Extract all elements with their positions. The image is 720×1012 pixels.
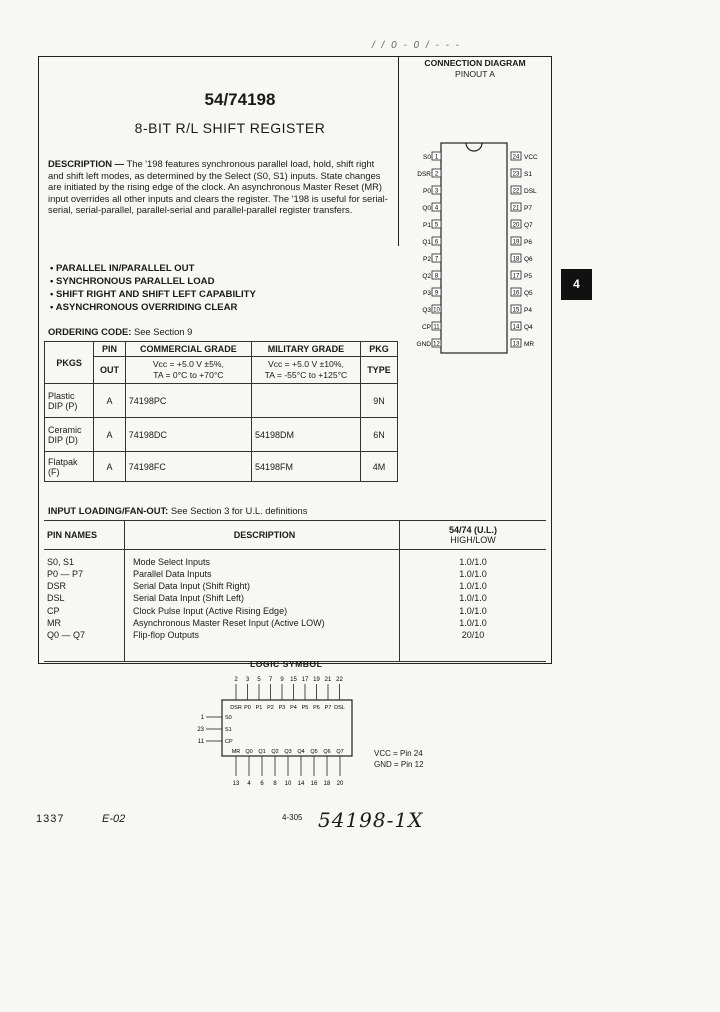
- col-pin-names: PIN NAMES: [44, 521, 125, 550]
- pin-number: 9: [434, 290, 439, 297]
- pin-number: 16: [512, 290, 520, 297]
- col-description: DESCRIPTION: [125, 521, 400, 550]
- pin-label: P1: [255, 705, 263, 711]
- pin-number: 13: [232, 781, 240, 787]
- pin-label: Q3: [422, 307, 431, 314]
- pin-number: 5: [257, 677, 261, 683]
- part-subtitle: 8-BIT R/L SHIFT REGISTER: [134, 120, 326, 136]
- table-row: DSR Serial Data Input (Shift Right) 1.0/1.0: [44, 580, 546, 592]
- pin-number: 14: [512, 324, 520, 331]
- table-row: CP Clock Pulse Input (Active Rising Edge) 1.0/1.0: [44, 605, 546, 617]
- dip-package-body: [441, 143, 507, 353]
- pin-number: 16: [310, 781, 318, 787]
- ordering-table: [44, 341, 398, 482]
- pin-number: 5: [434, 222, 439, 229]
- gnd-note: GND = Pin 12: [374, 760, 424, 769]
- pin-label: P6: [524, 239, 532, 246]
- pin-label: DSL: [334, 705, 345, 711]
- table-row: DSL Serial Data Input (Shift Left) 1.0/1.0: [44, 592, 546, 604]
- out-cell: A: [94, 384, 126, 418]
- pin-label: P6: [313, 705, 320, 711]
- military-cell: 54198DM: [251, 418, 360, 452]
- pin-number: 20: [336, 781, 344, 787]
- footer-mid-code: E-02: [102, 813, 126, 825]
- col-ul: 54/74 (U.L.) HIGH/LOW: [400, 521, 547, 550]
- table-row: Q0 — Q7 Flip-flop Outputs 20/10: [44, 629, 546, 641]
- input-loading-table: [44, 520, 546, 662]
- connection-diagram: [405, 138, 545, 358]
- table-row: [45, 384, 398, 418]
- ordering-heading-note: See Section 9: [133, 326, 193, 337]
- pin-label: CP: [421, 324, 431, 331]
- col-military: MILITARY GRADE: [251, 342, 360, 357]
- pin-label: Q0: [245, 749, 253, 755]
- pin-number: 17: [512, 273, 520, 280]
- ordering-heading: [48, 326, 192, 337]
- pin-label: Q2: [422, 273, 431, 280]
- pin-number: 23: [512, 171, 520, 178]
- pin-label: Q7: [336, 749, 344, 755]
- pin-number: 10: [284, 781, 292, 787]
- logic-symbol: [192, 672, 372, 792]
- military-cond-temp: TA = -55°C to +125°C: [264, 370, 348, 380]
- input-loading-label: INPUT LOADING/FAN-OUT:: [48, 505, 169, 516]
- pin-number: 20: [512, 222, 520, 229]
- pin-label: Q4: [297, 749, 305, 755]
- pin-label: Q1: [258, 749, 266, 755]
- pin-number: 19: [313, 677, 320, 683]
- input-loading-heading: [48, 505, 307, 516]
- pin-number: 17: [301, 677, 309, 683]
- pin-label: Q6: [323, 749, 331, 755]
- pin-number: 4: [247, 781, 251, 787]
- pinout-label: PINOUT A: [455, 69, 495, 79]
- footer-left-code: 1337: [36, 813, 65, 825]
- description-lead: DESCRIPTION —: [48, 158, 125, 169]
- pin-number: 21: [512, 205, 520, 212]
- table-row: P0 — P7 Parallel Data Inputs 1.0/1.0: [44, 568, 546, 580]
- table-row: [45, 452, 398, 482]
- pin-number: 1: [200, 715, 204, 721]
- description-body: The '198 features synchronous parallel load, hold, shift right and shift left modes, as determined by the Select (S0, S1) inputs. State changes are initiated by the rising edge of the clock. An asynchronous Master Reset (MR) input overrides all other inputs and clears the register. The '198 is useful for serial-serial, serial-parallel, parallel-serial and parallel-parallel register transfers.: [48, 158, 388, 216]
- military-cond-vcc: Vcc = +5.0 V ±10%,: [267, 359, 344, 369]
- feature-item: • ASYNCHRONOUS OVERRIDING CLEAR: [50, 301, 256, 314]
- pin-label: P0: [423, 188, 431, 195]
- pin-label: P5: [301, 705, 309, 711]
- pin-number: 19: [512, 239, 520, 246]
- pin-number: 22: [336, 677, 343, 683]
- col-type: TYPE: [360, 357, 397, 384]
- pin-label: P1: [423, 222, 431, 229]
- pkg-cell: Plastic DIP (P): [45, 384, 94, 418]
- input-loading-note: See Section 3 for U.L. definitions: [170, 505, 308, 516]
- pin-label: DSR: [230, 705, 242, 711]
- commercial-conditions: [125, 357, 251, 384]
- commercial-cond-temp: TA = 0°C to +70°C: [153, 370, 224, 380]
- pin-number: 7: [268, 677, 273, 683]
- pin-number: 11: [197, 739, 204, 745]
- part-number-title: 54/74198: [204, 90, 276, 109]
- feature-item: • SYNCHRONOUS PARALLEL LOAD: [50, 275, 256, 288]
- pin-label: Q6: [524, 256, 533, 263]
- handwritten-annotation: 54198-1X: [318, 808, 424, 832]
- pin-label: Q5: [310, 749, 318, 755]
- pin-label: S1: [225, 727, 232, 733]
- pin-label: P3: [278, 705, 286, 711]
- type-cell: 6N: [360, 418, 397, 452]
- pin-number: 14: [297, 781, 305, 787]
- pin-label: Q0: [422, 205, 431, 212]
- pin-label: P3: [423, 290, 431, 297]
- type-cell: 9N: [360, 384, 397, 418]
- pin-label: P4: [290, 705, 297, 711]
- power-notes: [374, 748, 424, 770]
- commercial-cell: 74198DC: [125, 418, 251, 452]
- pin-label: P4: [524, 307, 532, 314]
- pin-label: Q2: [271, 749, 279, 755]
- pin-number: 1: [434, 154, 439, 161]
- type-cell: 4M: [360, 452, 397, 482]
- top-trace-text: / / 0 - 0 / - - -: [372, 40, 462, 51]
- pin-number: 21: [324, 677, 332, 683]
- pin-label: GND: [416, 341, 431, 348]
- pin-number: 2: [234, 677, 238, 683]
- pin-label: DSR: [417, 171, 431, 178]
- pin-number: 8: [273, 781, 277, 787]
- pin-label: S0: [423, 154, 431, 161]
- pin-label: S1: [524, 171, 532, 178]
- pin-label: DSL: [524, 188, 537, 195]
- section-tab: 4: [561, 269, 592, 300]
- pin-number: 2: [434, 171, 439, 178]
- col-out: OUT: [94, 357, 126, 384]
- pin-label: P5: [524, 273, 532, 280]
- out-cell: A: [94, 452, 126, 482]
- col-pin: PIN: [94, 342, 126, 357]
- dip-notch: [466, 143, 482, 151]
- col-pkg: PKG: [360, 342, 397, 357]
- pin-number: 9: [280, 677, 284, 683]
- pin-number: 18: [512, 256, 520, 263]
- pin-label: Q7: [524, 222, 533, 229]
- commercial-cell: 74198FC: [125, 452, 251, 482]
- pin-number: 7: [434, 256, 439, 263]
- ordering-heading-label: ORDERING CODE:: [48, 326, 132, 337]
- table-row: [45, 418, 398, 452]
- feature-item: • PARALLEL IN/PARALLEL OUT: [50, 262, 256, 275]
- military-conditions: [251, 357, 360, 384]
- pkg-cell: Flatpak (F): [45, 452, 94, 482]
- pin-number: 12: [433, 341, 440, 348]
- feature-item: • SHIFT RIGHT AND SHIFT LEFT CAPABILITY: [50, 288, 256, 301]
- pin-number: 13: [512, 341, 520, 348]
- pin-number: 24: [512, 154, 520, 161]
- pin-number: 15: [290, 677, 297, 683]
- commercial-cond-vcc: Vcc = +5.0 V ±5%,: [152, 359, 224, 369]
- pin-label: Q5: [524, 290, 533, 297]
- pin-label: P2: [423, 256, 431, 263]
- connection-diagram-title: [405, 58, 545, 80]
- pkg-cell: Ceramic DIP (D): [45, 418, 94, 452]
- pin-label: Q3: [284, 749, 292, 755]
- out-cell: A: [94, 418, 126, 452]
- pin-label: Q1: [422, 239, 431, 246]
- pin-label: S0: [225, 715, 232, 721]
- military-cell: 54198FM: [251, 452, 360, 482]
- pin-number: 6: [434, 239, 439, 246]
- pin-label: P7: [524, 205, 532, 212]
- pin-number: 3: [245, 677, 250, 683]
- feature-list: [50, 262, 256, 314]
- pin-number: 15: [512, 307, 520, 314]
- logic-symbol-title: LOGIC SYMBOL: [250, 659, 323, 669]
- pin-label: CP: [225, 739, 233, 745]
- description-paragraph: [48, 158, 390, 216]
- pin-label: P0: [244, 705, 251, 711]
- pin-number: 18: [323, 781, 331, 787]
- commercial-cell: 74198PC: [125, 384, 251, 418]
- col-pkgs: PKGS: [45, 342, 94, 384]
- pin-number: 6: [260, 781, 264, 787]
- pin-label: Q4: [524, 324, 533, 331]
- pin-number: 22: [512, 188, 520, 195]
- connection-title: CONNECTION DIAGRAM: [424, 58, 526, 68]
- pin-label: MR: [524, 341, 535, 348]
- table-row: S0, S1 Mode Select Inputs 1.0/1.0: [44, 556, 546, 568]
- pin-label: MR: [231, 749, 241, 755]
- pin-number: 4: [434, 205, 439, 212]
- pin-number: 10: [433, 307, 440, 314]
- pin-number: 11: [433, 324, 440, 331]
- vcc-note: VCC = Pin 24: [374, 749, 423, 758]
- pin-number: 3: [434, 188, 439, 195]
- col-commercial: COMMERCIAL GRADE: [125, 342, 251, 357]
- table-row: MR Asynchronous Master Reset Input (Active LOW) 1.0/1.0: [44, 617, 546, 629]
- pin-label: P2: [267, 705, 274, 711]
- page-number: 4-305: [282, 813, 303, 822]
- pin-label: P7: [324, 705, 332, 711]
- column-divider: [398, 56, 399, 246]
- military-cell: [251, 384, 360, 418]
- pin-label: VCC: [524, 154, 538, 161]
- pin-number: 23: [197, 727, 204, 733]
- pin-number: 8: [434, 273, 439, 280]
